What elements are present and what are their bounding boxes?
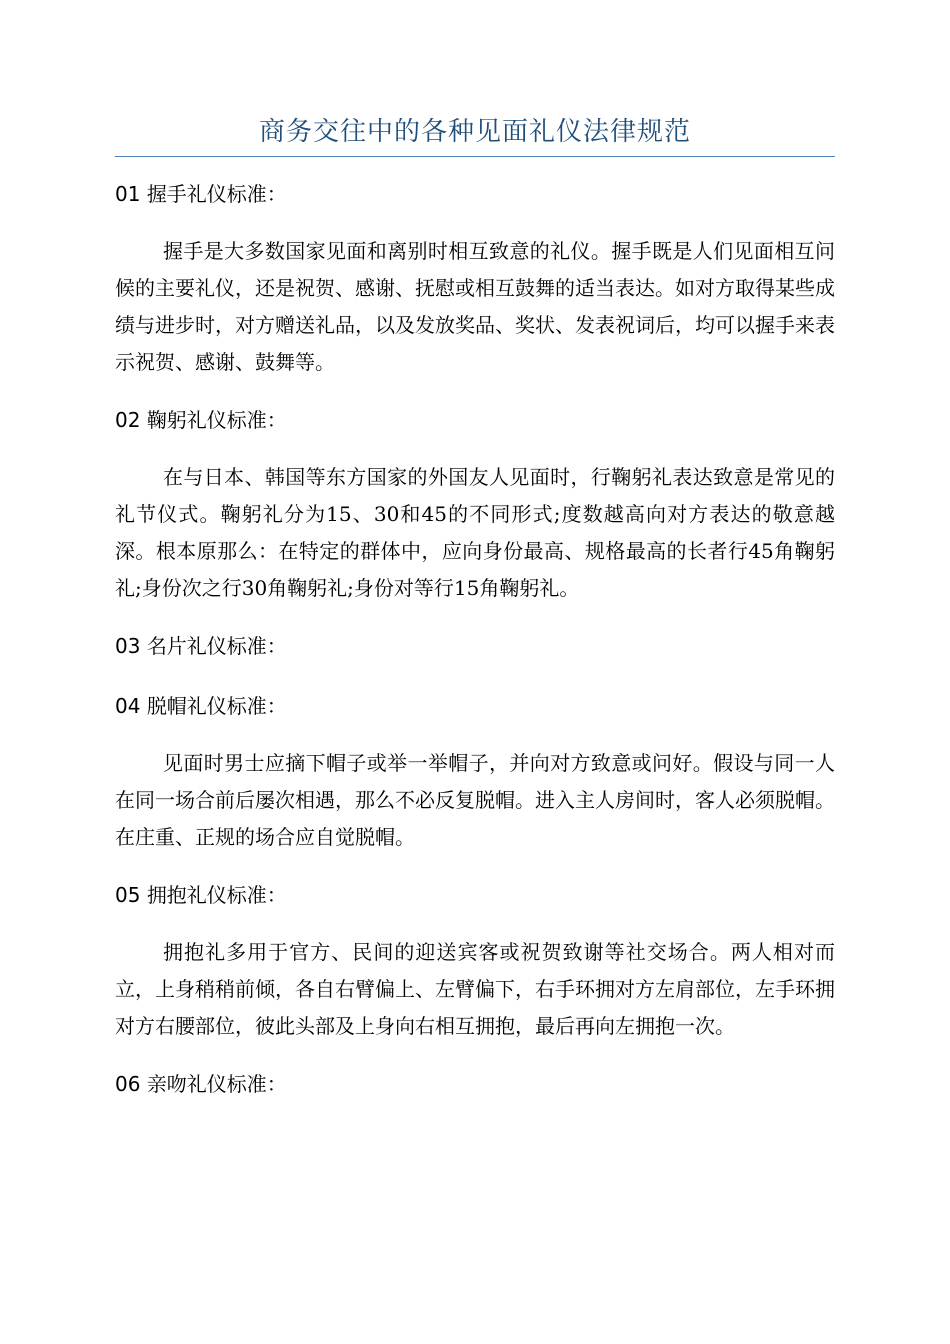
document-title: 商务交往中的各种见面礼仪法律规范	[258, 117, 691, 147]
section-heading-text: 握手礼仪标准：	[146, 182, 287, 206]
section-business-card	[115, 625, 835, 667]
section-paragraph: 握手是大多数国家见面和离别时相互致意的礼仪。握手既是人们见面相互问候的主要礼仪，还是祝贺、感谢、抚慰或相互鼓舞的适当表达。如对方取得某些成绩与进步时，对方赠送礼品，以及发放奖品、奖状、发表祝词后，均可以握手来表示祝贺、感谢、鼓舞等。	[115, 239, 835, 374]
section-embrace	[115, 874, 835, 1045]
section-handshake	[115, 173, 835, 381]
section-heading	[115, 173, 835, 215]
section-heading	[115, 874, 835, 916]
section-hat-removal	[115, 685, 835, 856]
title-underline	[115, 156, 835, 157]
section-heading-text: 脱帽礼仪标准：	[146, 694, 287, 718]
section-heading-text: 亲吻礼仪标准：	[146, 1072, 287, 1096]
section-heading	[115, 1063, 835, 1105]
section-heading-text: 拥抱礼仪标准：	[146, 883, 287, 907]
section-heading	[115, 685, 835, 727]
section-number: 05	[115, 883, 141, 907]
section-paragraph: 见面时男士应摘下帽子或举一举帽子，并向对方致意或问好。假设与同一人在同一场合前后屡次相遇，那么不必反复脱帽。进入主人房间时，客人必须脱帽。在庄重、正规的场合应自觉脱帽。	[115, 751, 835, 849]
section-heading	[115, 625, 835, 667]
section-kiss	[115, 1063, 835, 1105]
section-heading-text: 鞠躬礼仪标准：	[146, 408, 287, 432]
section-paragraph: 拥抱礼多用于官方、民间的迎送宾客或祝贺致谢等社交场合。两人相对而立，上身稍稍前倾，各自右臂偏上、左臂偏下，右手环拥对方左肩部位，左手环拥对方右腰部位，彼此头部及上身向右相互拥抱，最后再向左拥抱一次。	[115, 940, 835, 1038]
section-bow	[115, 399, 835, 607]
section-paragraph: 在与日本、韩国等东方国家的外国友人见面时，行鞠躬礼表达致意是常见的礼节仪式。鞠躬礼分为15、30和45的不同形式;度数越高向对方表达的敬意越深。根本原那么：在特定的群体中，应向身份最高、规格最高的长者行45角鞠躬礼;身份次之行30角鞠躬礼;身份对等行15角鞠躬礼。	[115, 465, 835, 600]
section-number: 06	[115, 1072, 141, 1096]
section-heading-text: 名片礼仪标准：	[146, 634, 287, 658]
section-number: 02	[115, 408, 141, 432]
section-number: 04	[115, 694, 141, 718]
section-number: 01	[115, 182, 141, 206]
section-heading	[115, 399, 835, 441]
document-page	[115, 108, 835, 1123]
section-number: 03	[115, 634, 141, 658]
